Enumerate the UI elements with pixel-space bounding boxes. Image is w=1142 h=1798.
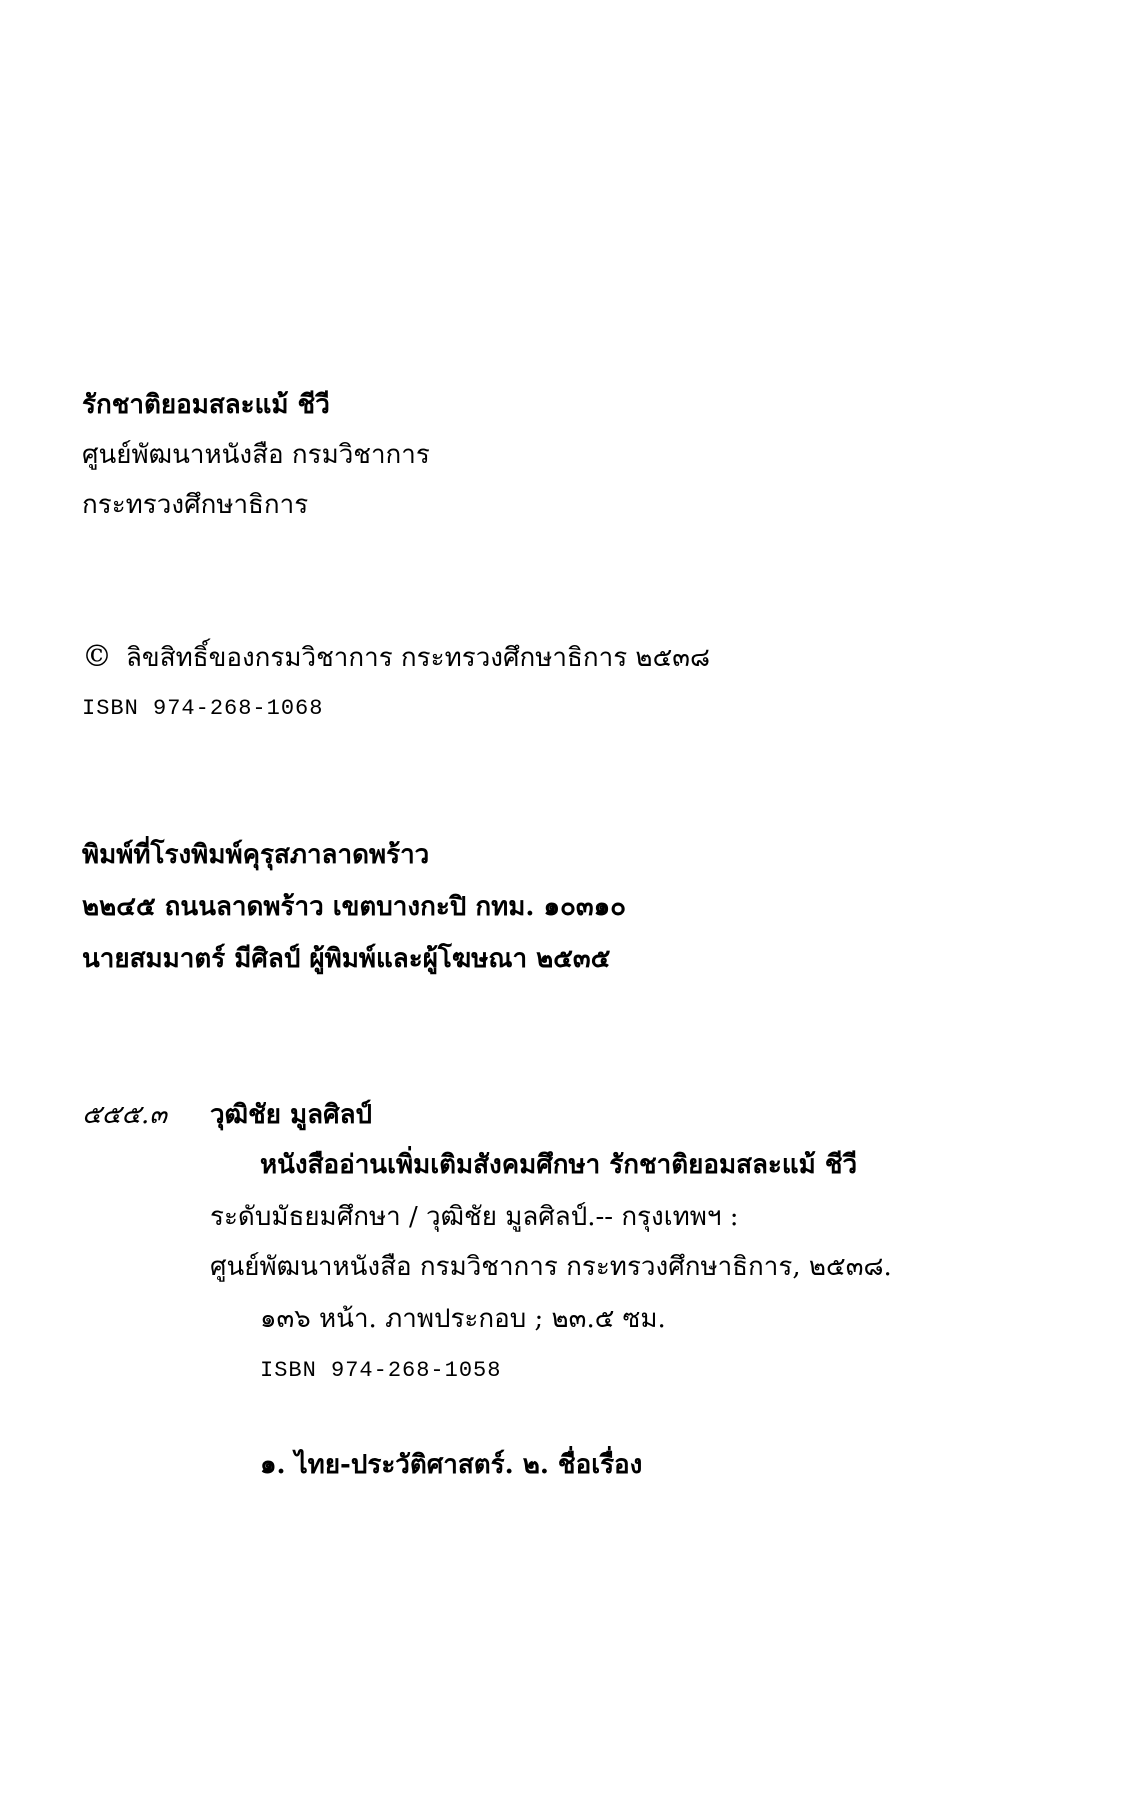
ministry-name: กระทรวงศึกษาธิการ <box>82 490 309 520</box>
catalog-physical: ๑๓๖ หน้า. ภาพประกอบ ; ๒๓.๕ ซม. <box>260 1304 666 1334</box>
copyright-text: ลิขสิทธิ์ของกรมวิชาการ กระทรวงศึกษาธิการ ๒๕๓๘ <box>126 643 711 673</box>
copyright-line <box>82 640 710 675</box>
call-number: ๕๕๕.๓ <box>82 1100 168 1130</box>
printer-address: ๒๒๔๕ ถนนลาดพร้าว เขตบางกะปิ กทม. ๑๐๓๑๐ <box>82 892 626 922</box>
publisher-name: ศูนย์พัฒนาหนังสือ กรมวิชาการ <box>82 440 430 470</box>
catalog-subjects: ๑. ไทย-ประวัติศาสตร์. ๒. ชื่อเรื่อง <box>260 1450 643 1480</box>
printer-name: พิมพ์ที่โรงพิมพ์คุรุสภาลาดพร้าว <box>82 840 430 870</box>
catalog-author: วุฒิชัย มูลศิลป์ <box>210 1100 373 1130</box>
copyright-icon: © <box>82 639 112 674</box>
book-title: รักชาติยอมสละแม้ ชีวี <box>82 390 330 420</box>
printer-publisher: นายสมมาตร์ มีศิลป์ ผู้พิมพ์และผู้โฆษณา ๒๕๓๕ <box>82 944 611 974</box>
catalog-publisher: ศูนย์พัฒนาหนังสือ กรมวิชาการ กระทรวงศึกษาธิการ, ๒๕๓๘. <box>210 1252 892 1282</box>
catalog-isbn: ISBN 974-268-1058 <box>260 1358 502 1383</box>
catalog-level: ระดับมัธยมศึกษา / วุฒิชัย มูลศิลป์.-- กรุงเทพฯ : <box>210 1202 739 1232</box>
copyright-isbn: ISBN 974-268-1068 <box>82 696 324 721</box>
catalog-title: หนังสืออ่านเพิ่มเติมสังคมศึกษา รักชาติยอมสละแม้ ชีวี <box>260 1150 858 1180</box>
